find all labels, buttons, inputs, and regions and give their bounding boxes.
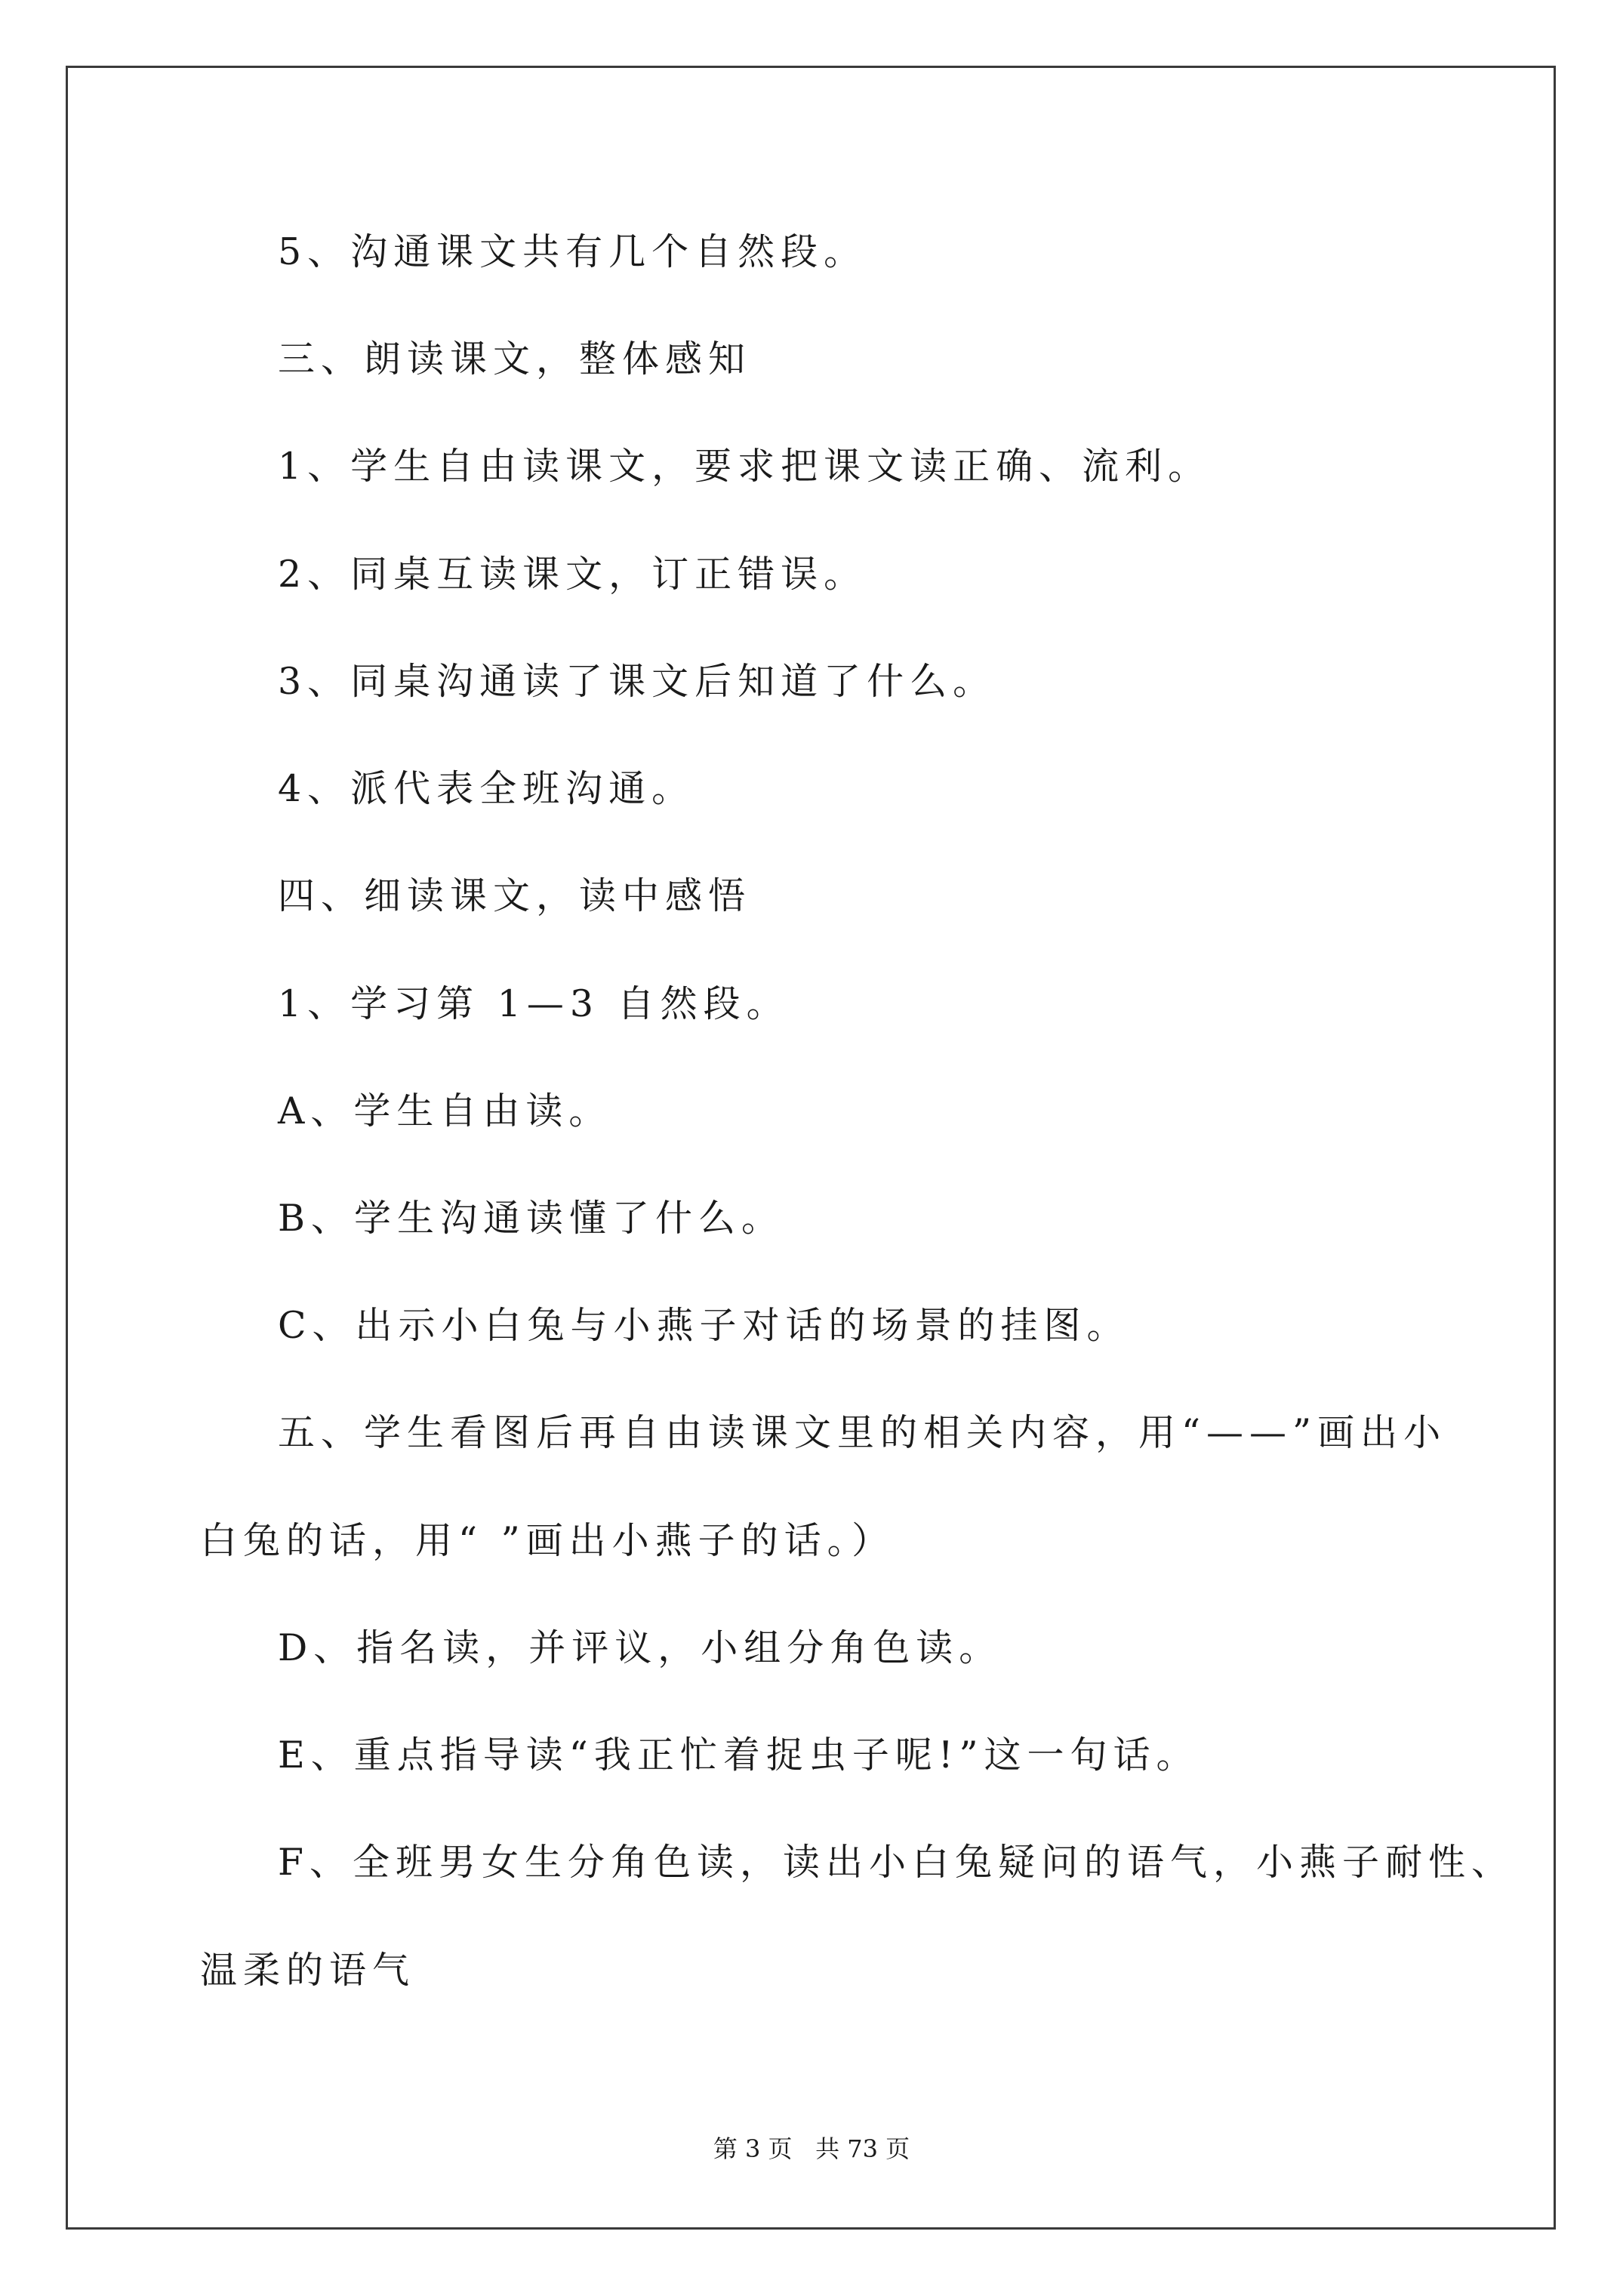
text-line-7: A、学生自由读。 (278, 1089, 612, 1133)
text-line-4: 3、同桌沟通读了课文后知道了什么。 (278, 660, 996, 703)
section-heading-3: 三、朗读课文，整体感知 (278, 337, 752, 381)
page-footer: 第 3 页 共 73 页 (713, 2134, 910, 2163)
text-line-1: 5、沟通课文共有几个自然段。 (278, 230, 867, 273)
text-line-13: F、全班男女生分角色读，读出小白兔疑问的语气，小燕子耐性、 (278, 1841, 1514, 1884)
text-line-2: 1、学生自由读课文，要求把课文读正确、流利。 (278, 445, 1212, 488)
text-line-12: E、重点指导读“我正忙着捉虫子呢!”这一句话。 (278, 1734, 1200, 1777)
text-line-8: B、学生沟通读懂了什么。 (278, 1197, 785, 1240)
text-line-5: 4、派代表全班沟通。 (278, 767, 695, 810)
section-heading-5: 五、学生看图后再自由读课文里的相关内容，用“——”画出小 (278, 1411, 1447, 1454)
text-line-10: 白兔的话，用“ ”画出小燕子的话。） (200, 1519, 895, 1562)
text-line-9: C、出示小白兔与小燕子对话的场景的挂图。 (278, 1304, 1130, 1347)
text-line-3: 2、同桌互读课文，订正错误。 (278, 553, 867, 596)
section-heading-4: 四、细读课文，读中感悟 (278, 874, 752, 917)
text-line-6: 1、学习第 1—3 自然段。 (278, 982, 790, 1025)
text-line-11: D、指名读，并评议，小组分角色读。 (278, 1626, 1002, 1669)
text-line-14: 温柔的语气 (200, 1949, 416, 1992)
page-border (66, 66, 1556, 2230)
